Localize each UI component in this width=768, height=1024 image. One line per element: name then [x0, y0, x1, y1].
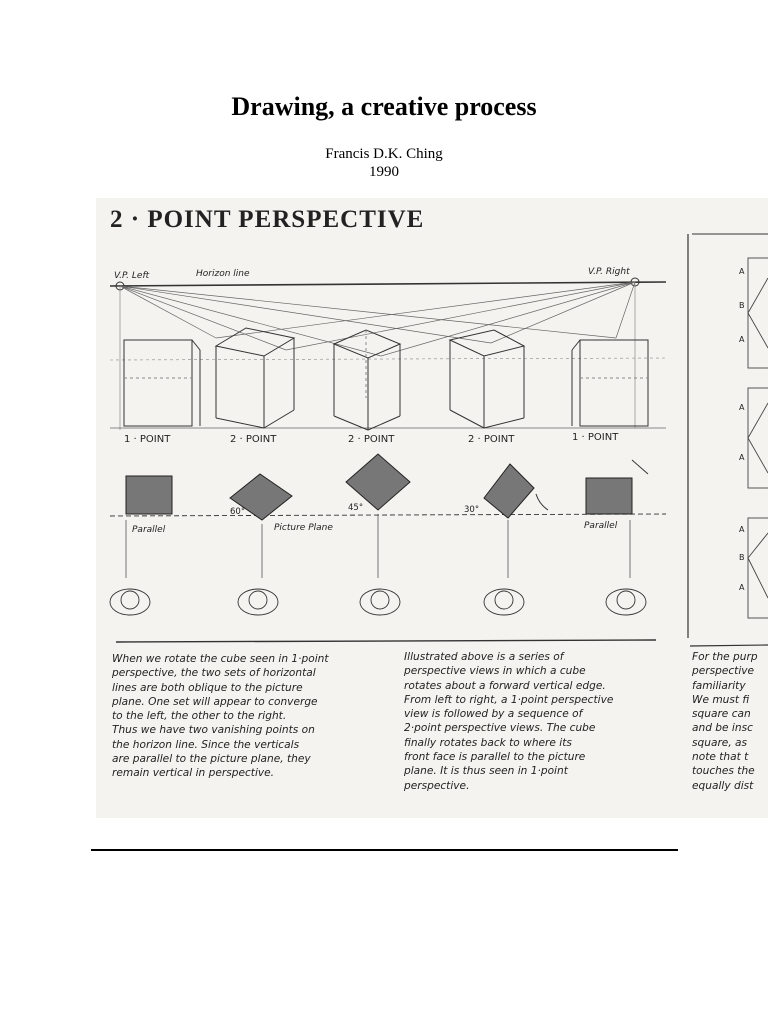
plate-heading: 2 · POINT PERSPECTIVE	[110, 206, 425, 233]
right-panel-diagrams	[748, 258, 768, 618]
author-name: Francis D.K. Ching	[325, 146, 443, 162]
picture-plane-label: Picture Plane	[274, 523, 333, 533]
angle-label: 45°	[348, 503, 364, 513]
side-mark: A	[739, 403, 745, 412]
cube-type-label: 2 · POINT	[348, 434, 395, 445]
angle-label: 60°	[230, 507, 246, 517]
cube-1-point-right	[572, 340, 648, 426]
author-block	[0, 145, 768, 181]
plan-square-4	[484, 464, 534, 518]
cube-type-label: 2 · POINT	[230, 434, 277, 445]
side-mark: A	[739, 453, 745, 462]
document-title: Drawing, a creative process	[231, 92, 537, 121]
plan-square-5	[586, 478, 632, 514]
vp-right-label: V.P. Right	[588, 267, 630, 277]
picture-plane-line	[110, 514, 666, 516]
horizon-line	[110, 282, 666, 286]
cube-2-point-b	[334, 330, 400, 430]
plan-square-3	[346, 454, 410, 510]
converging-lines	[120, 282, 635, 356]
vp-left-label: V.P. Left	[114, 271, 150, 281]
caption-right-cropped: For the purp perspective familiarity We must fi square can and be insc square, as note that t touches the equally dist	[692, 651, 758, 792]
parallel-left-label: Parallel	[132, 525, 166, 535]
side-mark: B	[739, 553, 745, 562]
perspective-plate-image	[96, 198, 768, 818]
side-mark: A	[739, 267, 745, 276]
horizon-line-label: Horizon line	[196, 269, 250, 279]
cube-type-label: 1 · POINT	[124, 434, 171, 445]
horizontal-rule	[91, 849, 678, 851]
side-mark: A	[739, 335, 745, 344]
side-mark: A	[739, 525, 745, 534]
side-mark: A	[739, 583, 745, 592]
plan-square-1	[126, 476, 172, 514]
cube-type-label: 2 · POINT	[468, 434, 515, 445]
cube-type-label: 1 · POINT	[572, 432, 619, 443]
observer-figures	[110, 589, 646, 615]
cube-2-point-a	[216, 328, 294, 428]
caption-middle: Illustrated above is a series of perspective views in which a cube rotates about a forward vertical edge. From left to right, a 1·point perspective view is followed by a sequence of 2·point perspective views. The cube finally rotates back to where its front face is parallel to the picture plane. It is thus seen in 1·point perspective.	[404, 651, 614, 792]
cube-1-point-left	[124, 340, 200, 426]
caption-left: When we rotate the cube seen in 1·point perspective, the two sets of horizontal lines are both oblique to the picture plane. One set will appear to converge to the left, the other to the right. Thus we have two vanishing points on the horizon line. Since the verticals are parallel to the picture plane, they remain vertical in perspective.	[112, 653, 329, 780]
publication-year: 1990	[369, 164, 399, 180]
parallel-right-label: Parallel	[584, 521, 618, 531]
side-mark: B	[739, 301, 745, 310]
cube-2-point-c	[450, 330, 524, 428]
angle-label: 30°	[464, 505, 480, 515]
